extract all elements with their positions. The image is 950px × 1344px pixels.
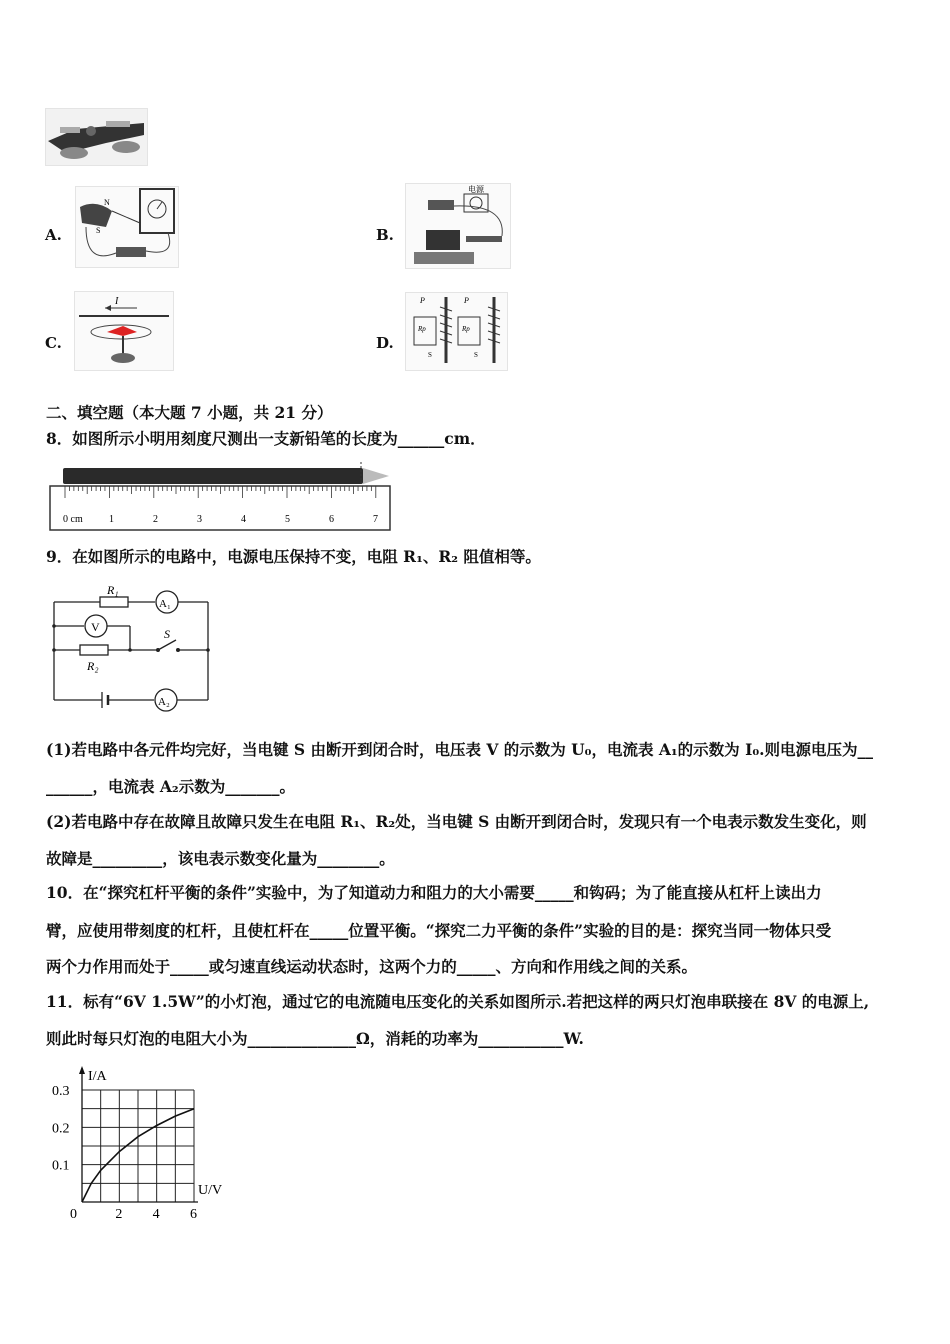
section-title: 二、填空题（本大题 7 小题，共 21 分） [46,403,333,422]
power-source-label: 电源 [468,185,484,194]
question-10-line2: 臂，应使用带刻度的杠杆，且使杠杆在_____位置平衡。“探究二力平衡的条件”实验的目的是：探究当同一物体只受 [46,921,832,940]
pencil-tip [363,468,389,484]
question-9-part1-line2: ______，电流表 A₂示数为_______。 [46,777,295,796]
option-a-label: A. [45,226,62,244]
label-a1: A₁ [159,598,171,610]
tick-label-2: 2 [153,514,158,525]
question-9-part2-line2: 故障是_________，该电表示数变化量为________。 [46,849,395,868]
y-tick-label: 0.2 [52,1121,70,1137]
option-d-label: D. [376,334,394,352]
motor-drawing [406,184,510,268]
question-11-line1: 11．标有“6V 1.5W”的小灯泡，通过它的电流随电压变化的关系如图所示.若把这样的两只灯泡串联接在 8V 的电源上, [46,992,870,1011]
electromagnet-drawing [406,293,507,370]
option-b-label: B. [376,226,394,244]
label-s-1: S [428,351,432,359]
question-9-part1-line1: (1)若电路中各元件均完好，当电键 S 由断开到闭合时，电压表 V 的示数为 U₀，电流表 A₁的示数为 I₀.则电源电压为__ [46,740,874,759]
y-tick-label: 0.1 [52,1158,70,1174]
label-a2: A₂ [158,696,170,708]
oersted-experiment-drawing [75,292,173,370]
x-tick-label: 0 [70,1207,77,1222]
x-tick-label: 6 [190,1207,197,1222]
iu-chart [50,1062,230,1222]
label-rp-1: Rp [418,325,426,333]
label-s: S [164,627,170,641]
galvanometer-magnet-drawing [76,187,178,267]
question-10-line3: 两个力作用而处于_____或匀速直线运动状态时，这两个力的_____、方向和作用线之间的关系。 [46,957,698,976]
question-10-line1: 10．在“探究杠杆平衡的条件”实验中，为了知道动力和阻力的大小需要_____和钩码；为了能直接从杠杆上读出力 [46,883,822,902]
question-11-line2: 则此时每只灯泡的电阻大小为______________Ω，消耗的功率为___________W. [46,1029,584,1048]
label-v: V [91,620,100,634]
tick-label-6: 6 [329,514,334,525]
resistor-r2 [80,645,108,655]
option-b-image [405,183,511,269]
tick-label-0: 0 cm [63,514,83,525]
label-s-2: S [474,351,478,359]
current-label: I [115,296,119,307]
x-tick-label: 2 [115,1207,123,1222]
top-equipment-image [45,108,148,166]
label-p-1: P [420,296,425,305]
label-r1: R₁ [107,583,119,597]
label-r2: R₂ [87,659,99,673]
circuit-svg [50,580,214,716]
question-8: 8．如图所示小明用刻度尺测出一支新铅笔的长度为______cm． [46,429,486,448]
question-9: 9．在如图所示的电路中，电源电压保持不变，电阻 R₁、R₂ 阻值相等。 [46,547,541,566]
label-rp-2: Rp [462,325,470,333]
svg-text:S: S [96,226,101,235]
switch-s [158,640,176,650]
option-c-image [74,291,174,371]
question-9-part2-line1: (2)若电路中存在故障且故障只发生在电阻 R₁、R₂处，当电键 S 由断开到闭合时，发现只有一个电表示数发生变化，则 [46,812,867,831]
tick-label-4: 4 [241,514,246,525]
ruler-figure [49,460,393,532]
equipment-drawing [46,109,147,165]
iu-chart-svg [50,1062,230,1222]
pencil-body [63,468,363,484]
y-axis-label: I/A [88,1069,107,1084]
tick-label-7: 7 [373,514,378,525]
option-a-image [75,186,179,268]
tick-label-3: 3 [197,514,202,525]
label-p-2: P [464,296,469,305]
option-c-label: C. [45,334,62,352]
x-axis-label: U/V [198,1183,223,1198]
y-axis-arrow [79,1066,85,1074]
y-tick-label: 0.3 [52,1084,70,1099]
option-d-image [405,292,508,371]
tick-label-1: 1 [109,514,114,525]
svg-text:N: N [104,198,110,207]
circuit-figure [50,580,214,716]
resistor-r1 [100,597,128,607]
tick-label-5: 5 [285,514,290,525]
ruler-svg [49,460,393,532]
x-tick-label: 4 [152,1207,160,1222]
